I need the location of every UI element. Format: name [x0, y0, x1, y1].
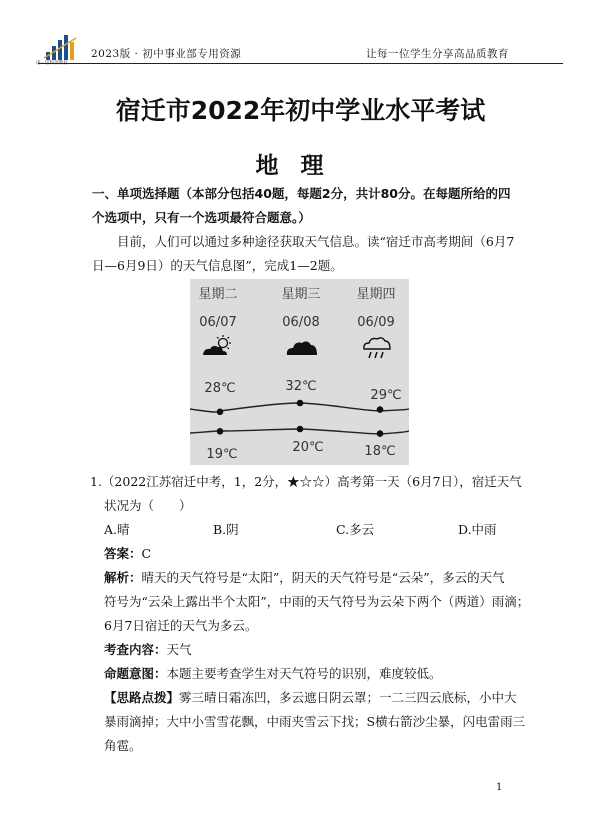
answer-row [104, 542, 151, 566]
weekday-label-1: 星期二 [198, 287, 238, 302]
section-heading-line2: 个选项中，只有一个选项最符合题意。） [92, 210, 311, 225]
question-1-line1: 1.（2022江苏宿迁中考，1，2分，★☆☆）高考第一天（6月7日），宿迁天气 [90, 474, 522, 489]
high-temp-point-3 [377, 406, 384, 413]
high-temp-point-2 [297, 400, 304, 407]
weekday-label-3: 星期四 [356, 287, 396, 302]
analysis-line2: 符号为“云朵上露出半个太阳”，中雨的天气符号为云朵下两个（两道）雨滴； [104, 594, 530, 609]
publisher-logo-icon [40, 30, 80, 64]
option-a: A.晴 [104, 522, 130, 537]
option-b: B.阴 [213, 522, 239, 537]
date-label-2: 06/08 [282, 315, 320, 330]
low-temp-label-1: 19℃ [206, 447, 238, 462]
content-label: 考查内容： [104, 642, 167, 657]
content-value: 天气 [166, 642, 192, 657]
low-temp-label-2: 20℃ [292, 440, 324, 455]
header-left-text: 2023版 · 初中事业部专用资源 [91, 48, 242, 60]
header-divider [38, 63, 563, 64]
high-temp-label-2: 32℃ [285, 379, 317, 394]
tips-line2: 暴雨滴掉；大中小雪雪花飘，中雨夹雪云下找；S横右箭沙尘暴，闪电雷雨三 [104, 714, 526, 729]
analysis-line3: 6月7日宿迁的天气为多云。 [104, 618, 258, 633]
page-number: 1 [496, 782, 503, 793]
high-temp-label-3: 29℃ [370, 388, 402, 403]
analysis-row [104, 566, 505, 590]
high-temp-label-1: 28℃ [204, 381, 236, 396]
answer-label: 答案： [104, 546, 142, 561]
low-temp-label-3: 18℃ [364, 444, 396, 459]
content-row [104, 638, 192, 662]
subject-title: 地理 [255, 153, 346, 179]
intro-line1: 目前，人们可以通过多种途径获取天气信息。读“宿迁市高考期间（6月7 [117, 234, 515, 249]
tips-line3: 角雹。 [104, 738, 142, 753]
weekday-label-2: 星期三 [281, 287, 321, 302]
date-label-1: 06/07 [199, 315, 237, 330]
intent-row [104, 662, 442, 686]
header-right-text: 让每一位学生分享高品质教育 [366, 48, 509, 60]
question-1-line2: 状况为（ ） [104, 498, 192, 513]
intent-value: 本题主要考查学生对天气符号的识别，难度较低。 [166, 666, 442, 681]
analysis-label: 解析： [104, 570, 142, 585]
option-d: D.中雨 [458, 522, 497, 537]
section-heading-line1: 一、单项选择题（本部分包括40题，每题2分，共计80分。在每题所给的四 [92, 186, 511, 201]
tips-label: 【思路点拨】 [104, 690, 180, 705]
tips-line1: 雾三晴日霜冻凹，多云遮日阴云罩；一二三四云底标，小中大 [179, 690, 517, 705]
analysis-line1: 晴天的天气符号是“太阳”，阴天的天气符号是“云朵”，多云的天气 [141, 570, 505, 585]
option-c: C.多云 [336, 522, 375, 537]
date-label-3: 06/09 [357, 315, 395, 330]
answer-value: C [141, 546, 152, 561]
intent-label: 命题意图： [104, 666, 167, 681]
low-temp-point-2 [297, 426, 304, 433]
intro-line2: 日—6月9日）的天气信息图”，完成1—2题。 [92, 258, 343, 273]
tips-row [104, 686, 517, 710]
weather-info-figure [190, 279, 409, 465]
exam-title: 宿迁市2022年初中学业水平考试 [115, 96, 486, 125]
low-temp-point-3 [377, 430, 384, 437]
logo-text: 南一培科学教育 [36, 61, 68, 66]
low-temp-point-1 [217, 428, 224, 435]
high-temp-point-1 [217, 409, 224, 416]
